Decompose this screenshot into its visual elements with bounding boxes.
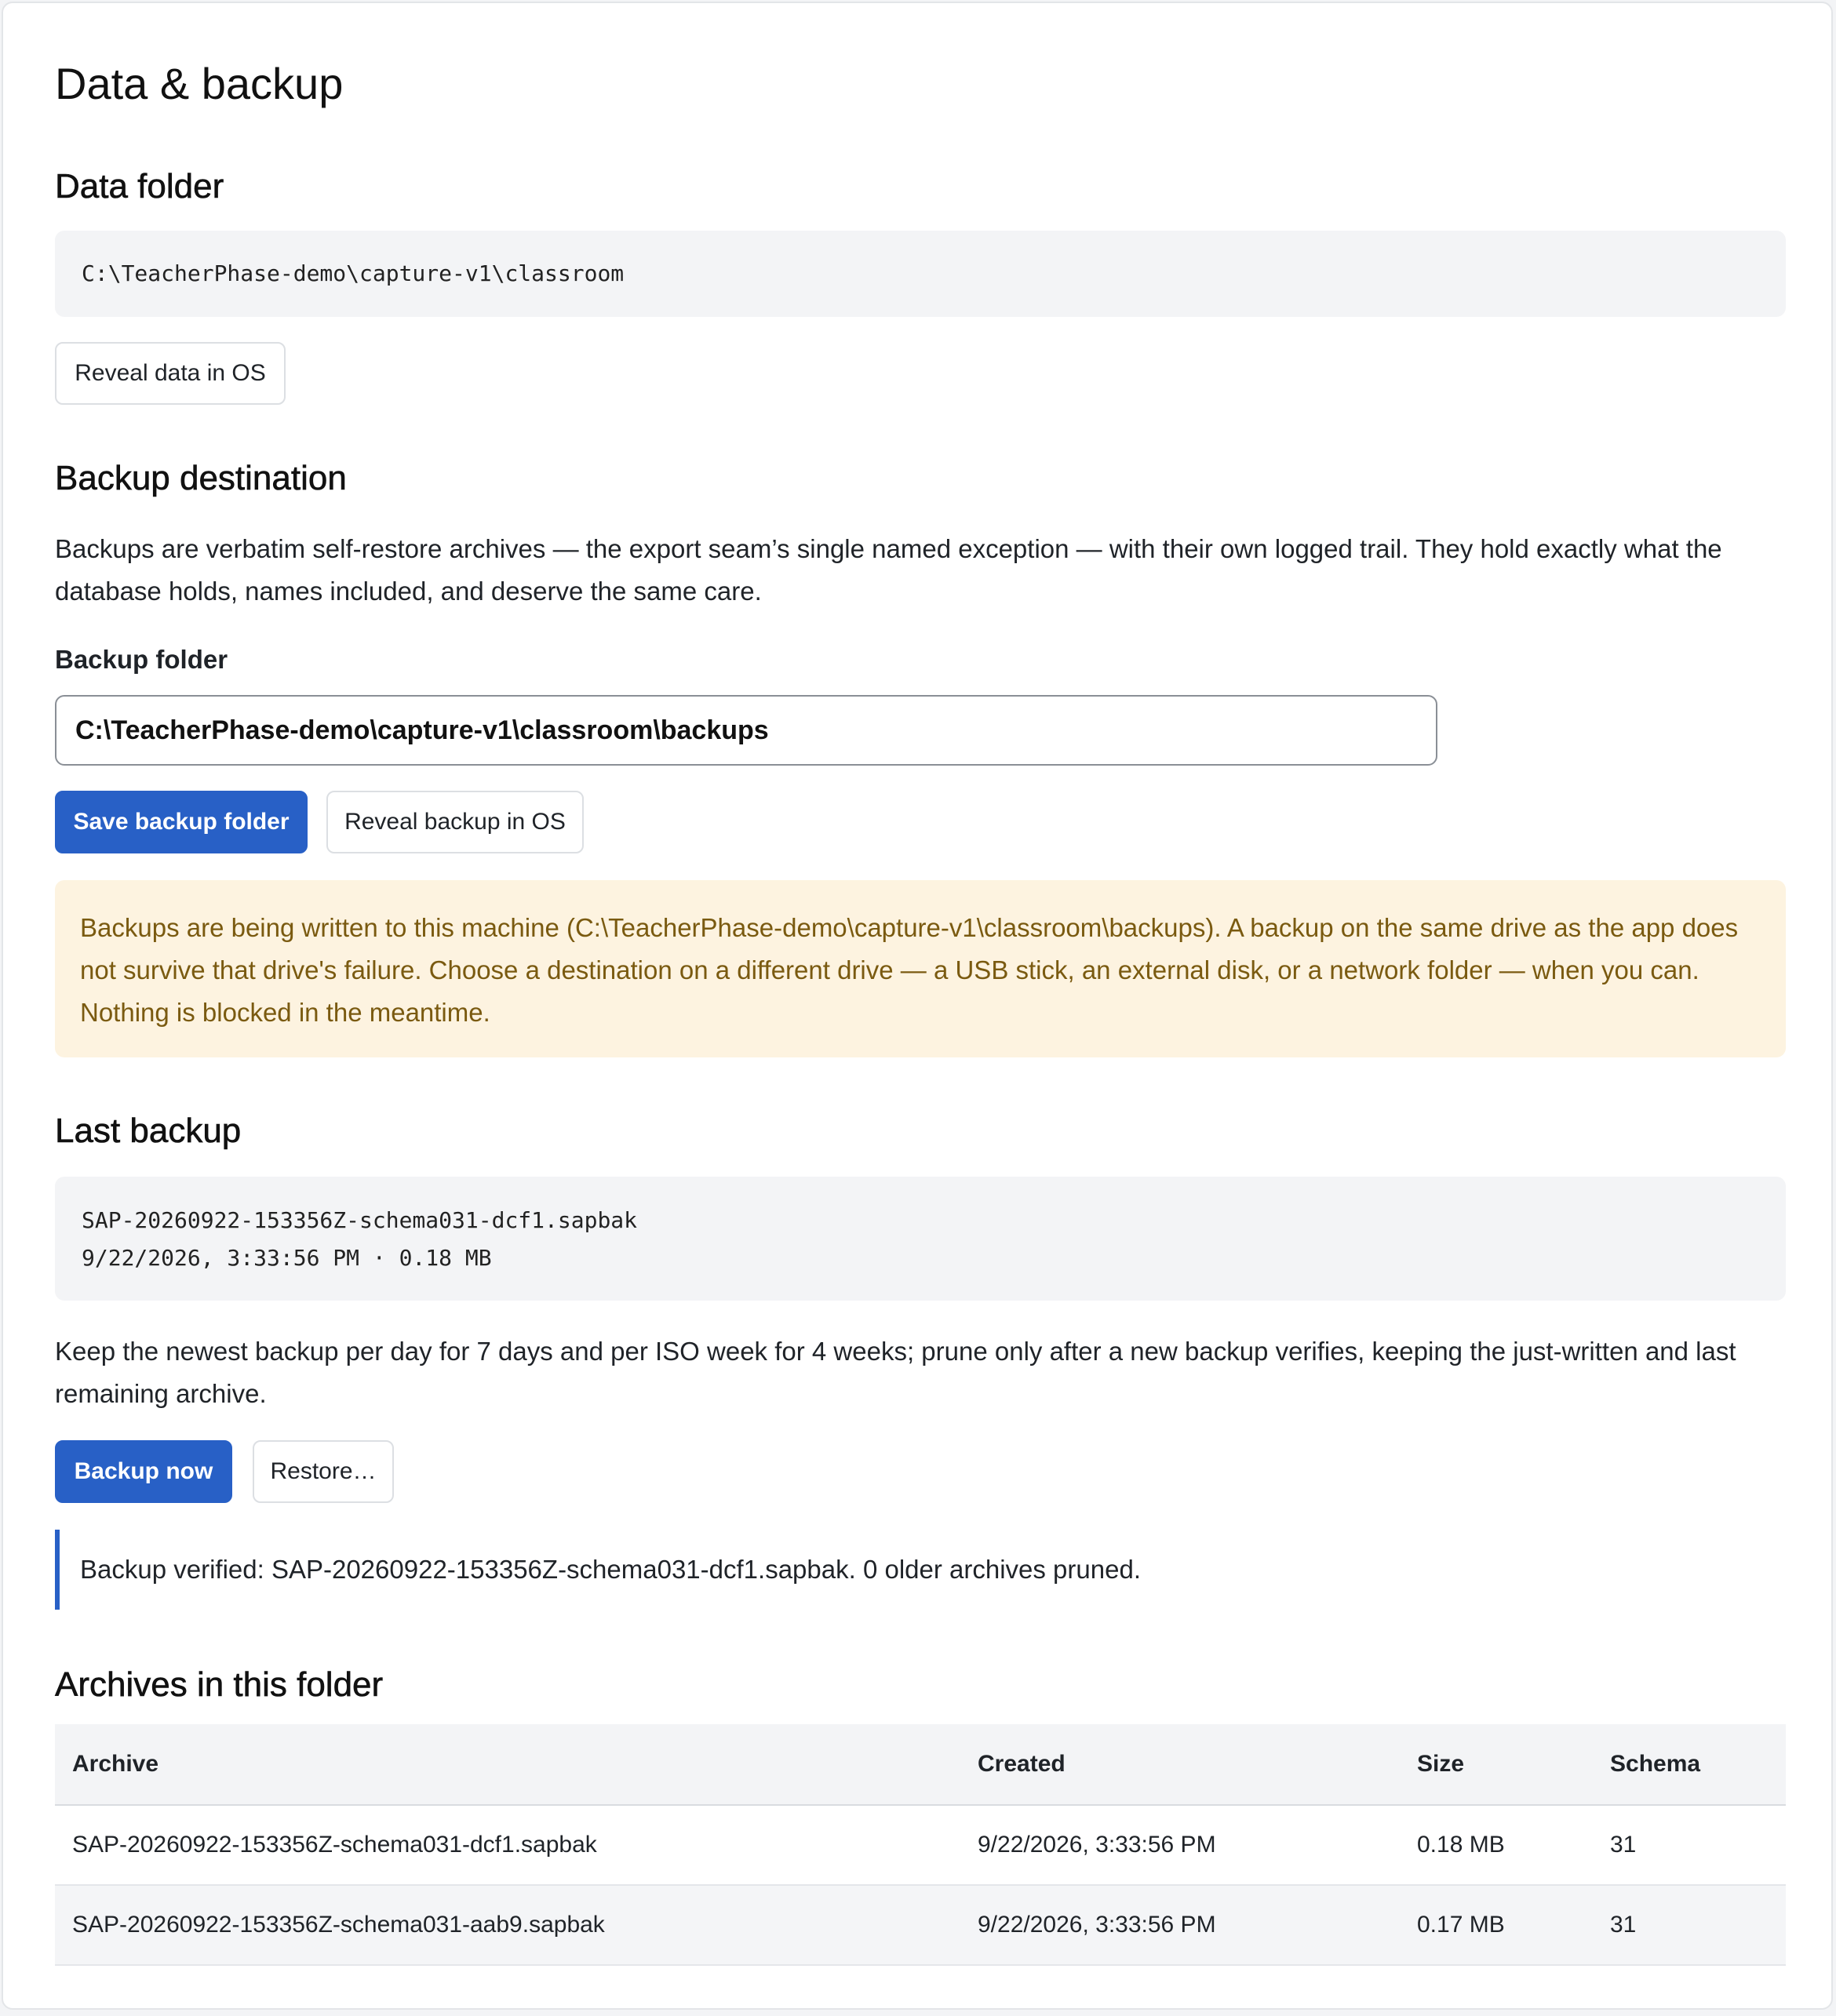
archives-table bbox=[55, 1724, 1786, 1966]
size-cell: 0.18 MB bbox=[1417, 1832, 1505, 1858]
backup-folder-label: Backup folder bbox=[55, 645, 228, 674]
data-folder-heading: Data folder bbox=[55, 167, 224, 206]
schema-cell: 31 bbox=[1610, 1912, 1637, 1938]
retention-policy: Keep the newest backup per day for 7 days and per ISO week for 4 weeks; prune only after a new backup verifies, keeping the just-written and last remaining archive. bbox=[55, 1337, 1736, 1408]
column-header-created: Created bbox=[978, 1751, 1066, 1777]
size-cell: 0.17 MB bbox=[1417, 1912, 1505, 1938]
schema-cell: 31 bbox=[1610, 1832, 1637, 1858]
column-header-archive: Archive bbox=[72, 1751, 159, 1777]
save-backup-folder-button[interactable]: Save backup folder bbox=[55, 791, 308, 853]
backup-folder-input[interactable]: C:\TeacherPhase-demo\capture-v1\classroom\backups bbox=[55, 695, 1437, 766]
reveal-backup-button[interactable]: Reveal backup in OS bbox=[326, 791, 584, 853]
created-cell: 9/22/2026, 3:33:56 PM bbox=[978, 1832, 1216, 1858]
reveal-data-button[interactable]: Reveal data in OS bbox=[55, 342, 286, 405]
table-row bbox=[55, 1886, 1786, 1966]
backup-now-button[interactable]: Backup now bbox=[55, 1440, 232, 1503]
settings-card bbox=[2, 2, 1833, 2010]
last-backup-meta: 9/22/2026, 3:33:56 PM · 0.18 MB bbox=[82, 1245, 492, 1271]
backup-destination-description: Backups are verbatim self-restore archives — the export seam’s single named exception — with their own logged trail. They hold exactly what the database holds, names included, and deserve the same care. bbox=[55, 534, 1722, 606]
data-folder-path: C:\TeacherPhase-demo\capture-v1\classroom bbox=[55, 231, 1786, 317]
last-backup-heading: Last backup bbox=[55, 1112, 242, 1150]
created-cell: 9/22/2026, 3:33:56 PM bbox=[978, 1912, 1216, 1938]
column-header-schema: Schema bbox=[1610, 1751, 1701, 1777]
table-row bbox=[55, 1806, 1786, 1886]
column-header-size: Size bbox=[1417, 1751, 1465, 1777]
backup-destination-heading: Backup destination bbox=[55, 459, 347, 497]
table-header bbox=[55, 1724, 1786, 1806]
archives-heading: Archives in this folder bbox=[55, 1665, 384, 1704]
last-backup-box bbox=[55, 1177, 1786, 1301]
archive-name-cell: SAP-20260922-153356Z-schema031-aab9.sapbak bbox=[72, 1912, 605, 1938]
archive-name-cell: SAP-20260922-153356Z-schema031-dcf1.sapbak bbox=[72, 1832, 597, 1858]
page-title: Data & backup bbox=[55, 59, 344, 108]
backup-status-message: Backup verified: SAP-20260922-153356Z-schema031-dcf1.sapbak. 0 older archives pruned. bbox=[55, 1530, 1786, 1610]
restore-button[interactable]: Restore… bbox=[253, 1440, 394, 1503]
last-backup-filename: SAP-20260922-153356Z-schema031-dcf1.sapbak bbox=[82, 1207, 638, 1233]
same-drive-warning: Backups are being written to this machine (C:\TeacherPhase-demo\capture-v1\classroom\backups). A backup on the same drive as the app does not survive that drive's failure. Choose a destination on a different drive — a USB stick, an external disk, or a network folder — when you can. Nothing is blocked in the meantime. bbox=[55, 880, 1786, 1057]
